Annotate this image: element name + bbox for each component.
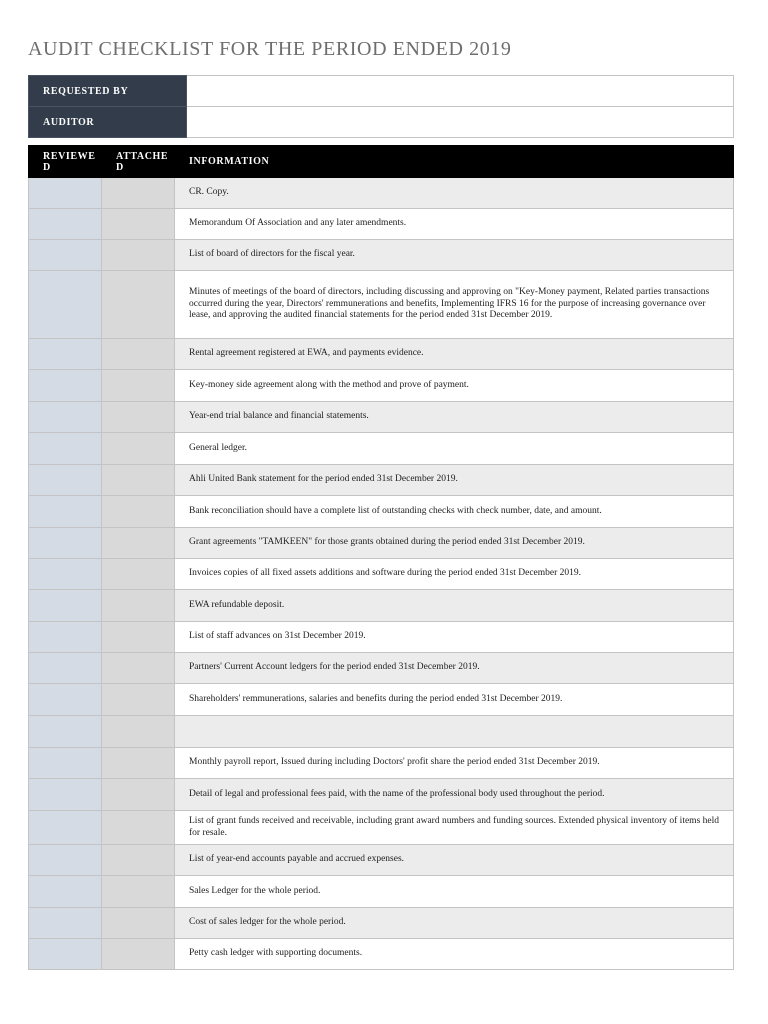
requested-by-label: REQUESTED BY [29,76,187,107]
attached-checkbox-cell[interactable] [102,528,175,559]
checklist-header-row [29,146,734,178]
reviewed-checkbox-cell[interactable] [29,528,102,559]
information-cell: Memorandum Of Association and any later amendments. [175,209,734,240]
attached-column-header: ATTACHED [102,146,175,178]
reviewed-checkbox-cell[interactable] [29,684,102,716]
checklist-row [29,559,734,590]
checklist-row [29,271,734,339]
attached-checkbox-cell[interactable] [102,402,175,433]
reviewed-checkbox-cell[interactable] [29,653,102,684]
information-cell: Shareholders' remmunerations, salaries and benefits during the period ended 31st December 2019. [175,684,734,716]
reviewed-checkbox-cell[interactable] [29,845,102,876]
information-cell: List of staff advances on 31st December 2019. [175,622,734,653]
reviewed-checkbox-cell[interactable] [29,908,102,939]
checklist-row [29,178,734,209]
reviewed-checkbox-cell[interactable] [29,779,102,811]
information-cell: Bank reconciliation should have a complete list of outstanding checks with check number, date, and amount. [175,496,734,528]
reviewed-checkbox-cell[interactable] [29,622,102,653]
checklist-row [29,590,734,622]
checklist-row [29,684,734,716]
reviewed-checkbox-cell[interactable] [29,496,102,528]
reviewed-checkbox-cell[interactable] [29,178,102,209]
reviewed-checkbox-cell[interactable] [29,370,102,402]
attached-checkbox-cell[interactable] [102,178,175,209]
attached-checkbox-cell[interactable] [102,590,175,622]
reviewed-checkbox-cell[interactable] [29,402,102,433]
requested-by-field[interactable] [187,76,734,107]
checklist-row [29,339,734,370]
attached-checkbox-cell[interactable] [102,876,175,908]
attached-checkbox-cell[interactable] [102,811,175,845]
reviewed-checkbox-cell[interactable] [29,271,102,339]
information-cell: Key-money side agreement along with the method and prove of payment. [175,370,734,402]
checklist-row [29,209,734,240]
attached-checkbox-cell[interactable] [102,779,175,811]
requested-by-row [29,76,734,107]
checklist-body [29,178,734,970]
attached-checkbox-cell[interactable] [102,559,175,590]
attached-checkbox-cell[interactable] [102,271,175,339]
meta-table [28,75,734,138]
checklist-row [29,748,734,779]
reviewed-checkbox-cell[interactable] [29,339,102,370]
checklist-row [29,370,734,402]
attached-checkbox-cell[interactable] [102,433,175,465]
information-cell: Ahli United Bank statement for the period ended 31st December 2019. [175,465,734,496]
checklist-row [29,402,734,433]
reviewed-checkbox-cell[interactable] [29,876,102,908]
reviewed-checkbox-cell[interactable] [29,465,102,496]
attached-checkbox-cell[interactable] [102,622,175,653]
reviewed-checkbox-cell[interactable] [29,209,102,240]
attached-checkbox-cell[interactable] [102,653,175,684]
reviewed-checkbox-cell[interactable] [29,433,102,465]
information-cell: List of grant funds received and receivable, including grant award numbers and funding sources. Extended physical inventory of items held for resale. [175,811,734,845]
page-title: AUDIT CHECKLIST FOR THE PERIOD ENDED 2019 [28,38,512,60]
attached-checkbox-cell[interactable] [102,339,175,370]
information-cell: Monthly payroll report, Issued during including Doctors' profit share the period ended 31st December 2019. [175,748,734,779]
information-cell: List of year-end accounts payable and accrued expenses. [175,845,734,876]
checklist-row [29,779,734,811]
checklist-row [29,528,734,559]
attached-checkbox-cell[interactable] [102,465,175,496]
information-cell: Sales Ledger for the whole period. [175,876,734,908]
information-cell: EWA refundable deposit. [175,590,734,622]
information-cell: CR. Copy. [175,178,734,209]
information-cell [175,716,734,748]
attached-checkbox-cell[interactable] [102,496,175,528]
information-cell: Detail of legal and professional fees paid, with the name of the professional body used throughout the period. [175,779,734,811]
checklist-row [29,433,734,465]
checklist-row [29,622,734,653]
information-cell: General ledger. [175,433,734,465]
reviewed-checkbox-cell[interactable] [29,559,102,590]
attached-checkbox-cell[interactable] [102,908,175,939]
reviewed-checkbox-cell[interactable] [29,716,102,748]
checklist-row [29,876,734,908]
checklist-row [29,939,734,970]
auditor-field[interactable] [187,107,734,138]
reviewed-checkbox-cell[interactable] [29,748,102,779]
checklist-table [28,145,734,970]
reviewed-checkbox-cell[interactable] [29,240,102,271]
attached-checkbox-cell[interactable] [102,939,175,970]
information-cell: Rental agreement registered at EWA, and payments evidence. [175,339,734,370]
reviewed-checkbox-cell[interactable] [29,590,102,622]
attached-checkbox-cell[interactable] [102,845,175,876]
information-cell: Cost of sales ledger for the whole period. [175,908,734,939]
information-cell: Partners' Current Account ledgers for the period ended 31st December 2019. [175,653,734,684]
auditor-row [29,107,734,138]
attached-checkbox-cell[interactable] [102,748,175,779]
checklist-row [29,496,734,528]
attached-checkbox-cell[interactable] [102,209,175,240]
checklist-row [29,845,734,876]
reviewed-checkbox-cell[interactable] [29,939,102,970]
auditor-label: AUDITOR [29,107,187,138]
checklist-row [29,908,734,939]
attached-checkbox-cell[interactable] [102,684,175,716]
information-column-header: INFORMATION [175,146,734,178]
reviewed-checkbox-cell[interactable] [29,811,102,845]
checklist-row [29,716,734,748]
reviewed-column-header: REVIEWED [29,146,102,178]
checklist-row [29,465,734,496]
checklist-row [29,240,734,271]
information-cell: Petty cash ledger with supporting documents. [175,939,734,970]
information-cell: List of board of directors for the fiscal year. [175,240,734,271]
information-cell: Grant agreements "TAMKEEN" for those grants obtained during the period ended 31st December 2019. [175,528,734,559]
information-cell: Year-end trial balance and financial statements. [175,402,734,433]
attached-checkbox-cell[interactable] [102,716,175,748]
checklist-row [29,811,734,845]
information-cell: Minutes of meetings of the board of directors, including discussing and approving on "Key-Money payment, Related parties transactions occurred during the year, Directors' remmunerations and benefits, Implementing IFRS 16 for the purpose of increasing governance over lease, and approving the audited financial statements for the period ended 31st December 2019. [175,271,734,339]
checklist-row [29,653,734,684]
attached-checkbox-cell[interactable] [102,240,175,271]
attached-checkbox-cell[interactable] [102,370,175,402]
information-cell: Invoices copies of all fixed assets additions and software during the period ended 31st December 2019. [175,559,734,590]
